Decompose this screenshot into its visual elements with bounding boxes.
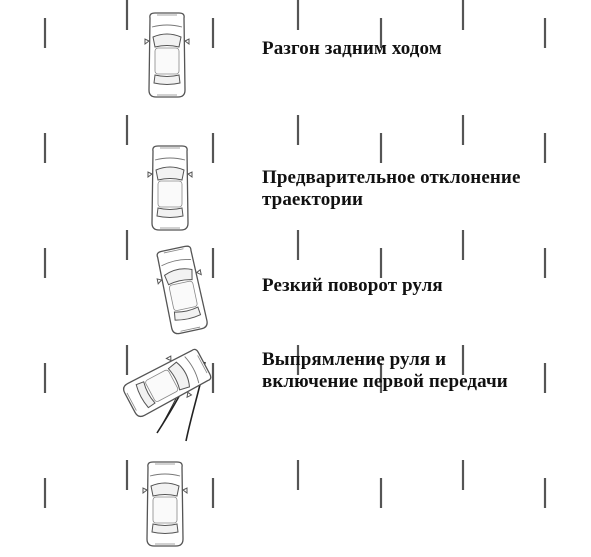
step-label-sharp-turn: [262, 275, 443, 297]
step-label-line: Предварительное отклонение: [262, 167, 521, 188]
step-label-line: Разгон задним ходом: [262, 38, 442, 59]
car-step-4: [120, 344, 215, 422]
step-label-line: включение первой передачи: [262, 371, 508, 392]
car-step-5: [143, 462, 187, 546]
car-step-2: [148, 146, 192, 230]
car-step-1: [145, 13, 189, 97]
car-icon: [145, 13, 189, 97]
step-label-straighten-first-gear: [262, 349, 508, 393]
step-label-reverse-acceleration: [262, 38, 442, 60]
car-step-3: [152, 244, 213, 335]
car-icon: [152, 244, 213, 335]
step-label-line: Резкий поворот руля: [262, 275, 443, 296]
step-label-line: Выпрямление руля и: [262, 349, 447, 370]
car-icon: [148, 146, 192, 230]
car-icon: [120, 344, 215, 422]
lane-markings: [45, 0, 545, 508]
step-label-trajectory-deviation: [262, 167, 521, 211]
car-icon: [143, 462, 187, 546]
step-label-line: траектории: [262, 189, 364, 210]
